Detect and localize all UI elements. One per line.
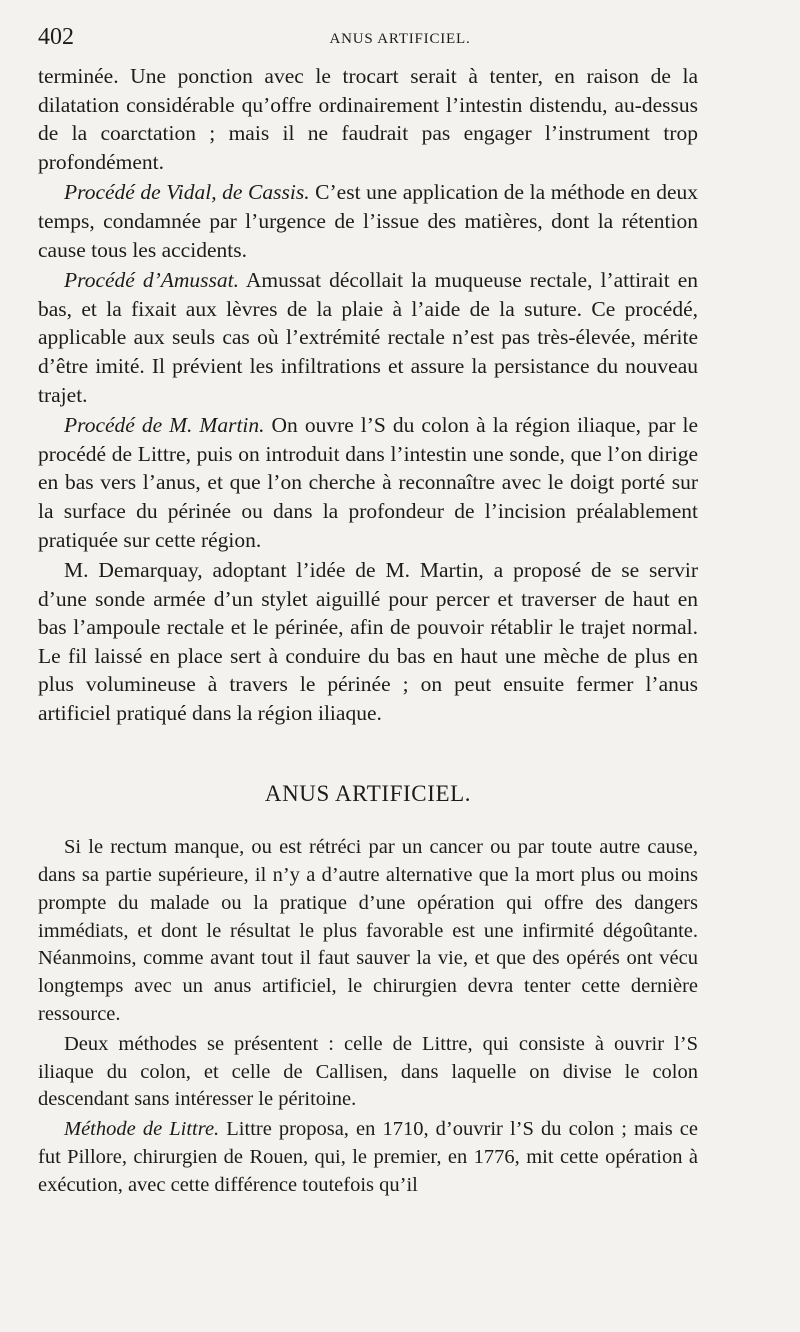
paragraph-littre: Méthode de Littre. Littre proposa, en 1710, d’ouvrir l’S du colon ; mais ce fut Pillore, chirurgien de Rouen, qui, le premier, en 1776, mit cette opération à exécution, avec cette différence toutefois qu’il: [38, 1118, 698, 1196]
paragraph-vidal: Procédé de Vidal, de Cassis. C’est une application de la méthode en deux temps, condamnée par l’urgence de l’issue des matières, dont la rétention cause tous les accidents.: [38, 180, 698, 262]
section-title: ANUS ARTIFICIEL.: [264, 780, 472, 806]
procedure-heading: Procédé de Vidal, de Cassis.: [64, 180, 310, 205]
paragraph-methods: Deux méthodes se présentent : celle de Littre, qui consiste à ouvrir l’S iliaque du colon, et celle de Callisen, dans laquelle on divise le colon descendant sans intéresser le péritoine.: [38, 1032, 698, 1111]
method-heading: Méthode de Littre.: [64, 1118, 220, 1141]
page-number: 402: [38, 24, 74, 50]
paragraph-intro: Si le rectum manque, ou est rétréci par un cancer ou par toute autre cause, dans sa partie supérieure, il n’y a d’autre alternative que la mort plus ou moins prompte du malade ou la pratique d’une opération qui offre des dangers immédiats, et dont le résultat le plus favorable est une infirmité dégoûtante. Néanmoins, comme avant tout il faut sauver la vie, et que des opérés ont vécu longtemps avec un anus artificiel, le chirurgien devra tenter cette dernière ressource.: [38, 836, 698, 1026]
page-body: [38, 62, 698, 1200]
procedure-heading: Procédé de M. Martin.: [64, 413, 265, 438]
paragraph-demarquay: M. Demarquay, adoptant l’idée de M. Martin, a proposé de se servir d’une sonde armée d’un stylet aiguillé pour percer et traverser de haut en bas l’ampoule rectale et le périnée, afin de pouvoir rétablir le trajet normal. Le fil laissé en place sert à conduire du bas en haut une mèche de plus en plus volumineuse à travers le périnée ; on peut ensuite fermer l’anus artificiel pratiqué dans la région iliaque.: [38, 558, 698, 726]
running-head: ANUS ARTIFICIEL.: [329, 31, 471, 47]
paragraph-martin: Procédé de M. Martin. On ouvre l’S du colon à la région iliaque, par le procédé de Littre, puis on introduit dans l’intestin une sonde, que l’on dirige en bas vers l’anus, et que l’on cherche à reconnaître avec le doigt porté sur la surface du périnée ou dans la profondeur de l’incision préalablement pratiquée sur cette région.: [38, 413, 698, 552]
paragraph-amussat: Procédé d’Amussat. Amussat décollait la muqueuse rectale, l’attirait en bas, et la fixait aux lèvres de la plaie à l’aide de la suture. Ce procédé, applicable aux seuls cas où l’extrémité rectale n’est pas très-élevée, mérite d’être imité. Il prévient les infiltrations et assure la persistance du nouveau trajet.: [38, 268, 699, 407]
page-header: [38, 24, 762, 54]
procedure-heading: Procédé d’Amussat.: [64, 268, 239, 293]
section-body: [38, 834, 698, 1199]
paragraph-continuation: terminée. Une ponction avec le trocart serait à tenter, en raison de la dilatation considérable qu’offre ordinairement l’intestin distendu, au-dessus de la coarctation ; mais il ne faudrait pas engager l’instrument trop profondément.: [38, 64, 698, 174]
